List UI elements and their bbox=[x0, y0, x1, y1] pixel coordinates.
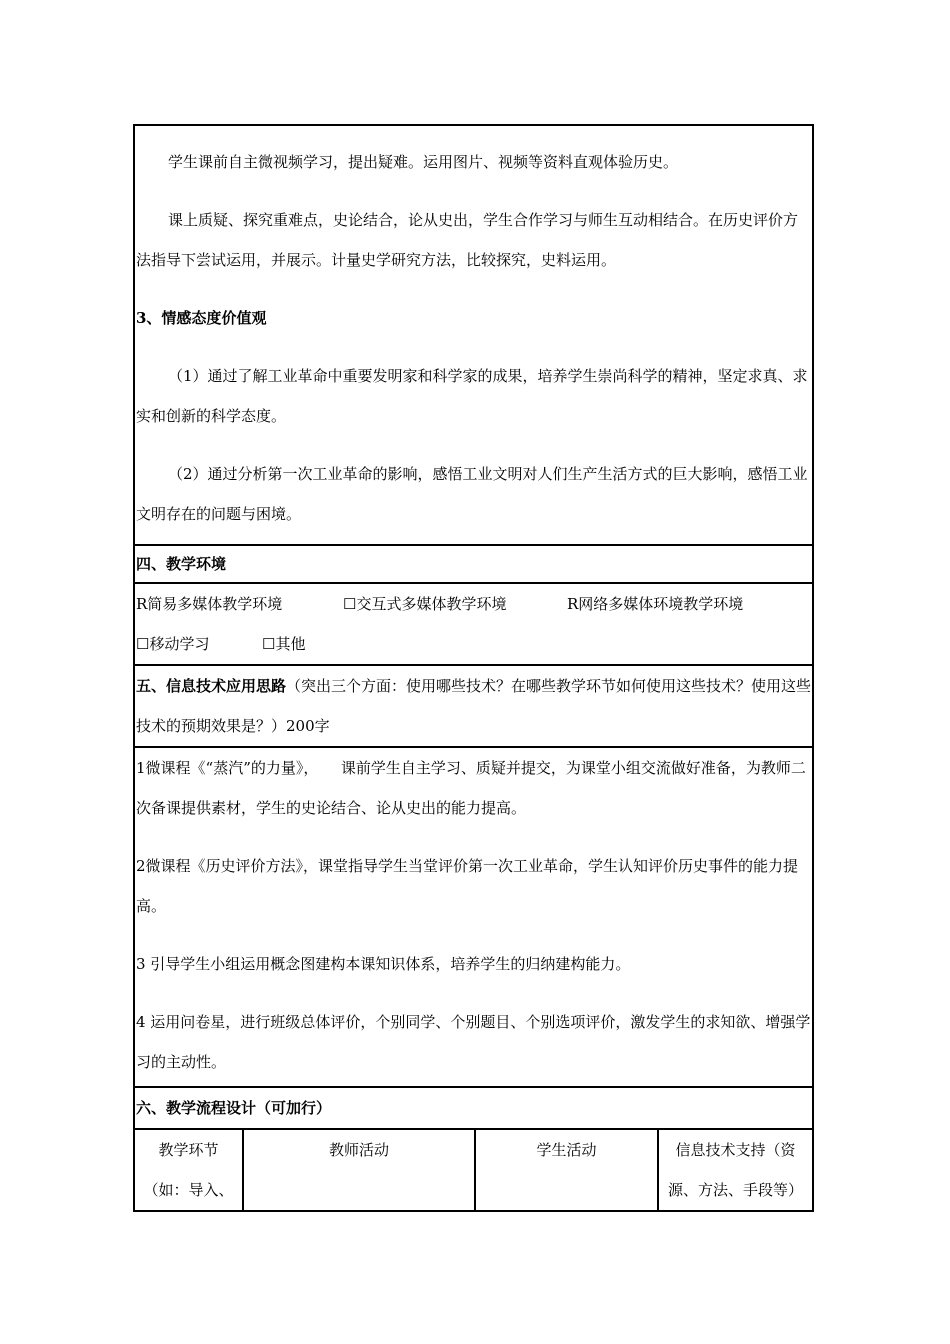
environment-options-row bbox=[135, 584, 812, 666]
methods-section bbox=[135, 126, 812, 546]
flow-col-student: 学生活动 bbox=[475, 1130, 658, 1210]
flow-col-stage: 教学环节（如：导入、 bbox=[135, 1130, 243, 1210]
env-option-interactive-multimedia: ☐交互式多媒体教学环境 bbox=[343, 595, 507, 613]
environment-heading: 四、教学环境 bbox=[136, 555, 227, 573]
values-paragraph-2: （2）通过分析第一次工业革命的影响，感悟工业文明对人们生产生活方式的巨大影响，感悟工业文明存在的问题与困境。 bbox=[136, 465, 808, 523]
it-ideas-heading-title: 五、信息技术应用思路 bbox=[136, 677, 287, 695]
env-option-network-multimedia: R网络多媒体环境教学环境 bbox=[567, 595, 744, 613]
it-ideas-heading-note: （突出三个方面：使用哪些技术？在哪些教学环节如何使用这些技术？使用这些技术的预期效果是？）200字 bbox=[136, 677, 812, 735]
values-heading: 3、情感态度价值观 bbox=[136, 309, 267, 327]
flow-heading: 六、教学流程设计（可加行） bbox=[136, 1099, 332, 1117]
env-option-mobile-learning: ☐移动学习 bbox=[136, 635, 210, 653]
it-idea-item: 3 引导学生小组运用概念图建构本课知识体系，培养学生的归纳建构能力。 bbox=[136, 955, 631, 973]
flow-table bbox=[135, 1130, 812, 1210]
it-ideas-heading-row bbox=[135, 666, 812, 748]
values-paragraph-1: （1）通过了解工业革命中重要发明家和科学家的成果，培养学生崇尚科学的精神，坚定求真、求实和创新的科学态度。 bbox=[136, 367, 808, 425]
it-idea-item: 2微课程《历史评价方法》，课堂指导学生当堂评价第一次工业革命，学生认知评价历史事件的能力提高。 bbox=[136, 857, 799, 915]
lesson-plan-table bbox=[133, 124, 814, 1212]
it-idea-item: 4 运用问卷星，进行班级总体评价，个别同学、个别题目、个别选项评价，激发学生的求知欲、增强学习的主动性。 bbox=[136, 1013, 811, 1071]
flow-col-teacher: 教师活动 bbox=[243, 1130, 475, 1210]
flow-heading-row bbox=[135, 1088, 812, 1130]
flow-col-it-support: 信息技术支持（资源、方法、手段等） bbox=[667, 1141, 803, 1199]
environment-heading-row bbox=[135, 546, 812, 584]
methods-paragraph-1: 学生课前自主微视频学习，提出疑难。运用图片、视频等资料直观体验历史。 bbox=[168, 153, 679, 171]
it-idea-item: 1微课程《“蒸汽”的力量》， 课前学生自主学习、质疑并提交，为课堂小组交流做好准备，为教师二次备课提供素材，学生的史论结合、论从史出的能力提高。 bbox=[136, 759, 806, 817]
flow-table-row bbox=[135, 1130, 812, 1210]
it-ideas-heading bbox=[135, 666, 812, 746]
flow-table-header-row bbox=[135, 1130, 812, 1210]
it-ideas-content-row bbox=[135, 748, 812, 1088]
env-option-other: ☐其他 bbox=[262, 635, 306, 653]
methods-paragraph-2: 课上质疑、探究重难点，史论结合，论从史出，学生合作学习与师生互动相结合。在历史评价方法指导下尝试运用，并展示。计量史学研究方法，比较探究，史料运用。 bbox=[136, 211, 799, 269]
env-option-simple-multimedia: R简易多媒体教学环境 bbox=[136, 595, 283, 613]
